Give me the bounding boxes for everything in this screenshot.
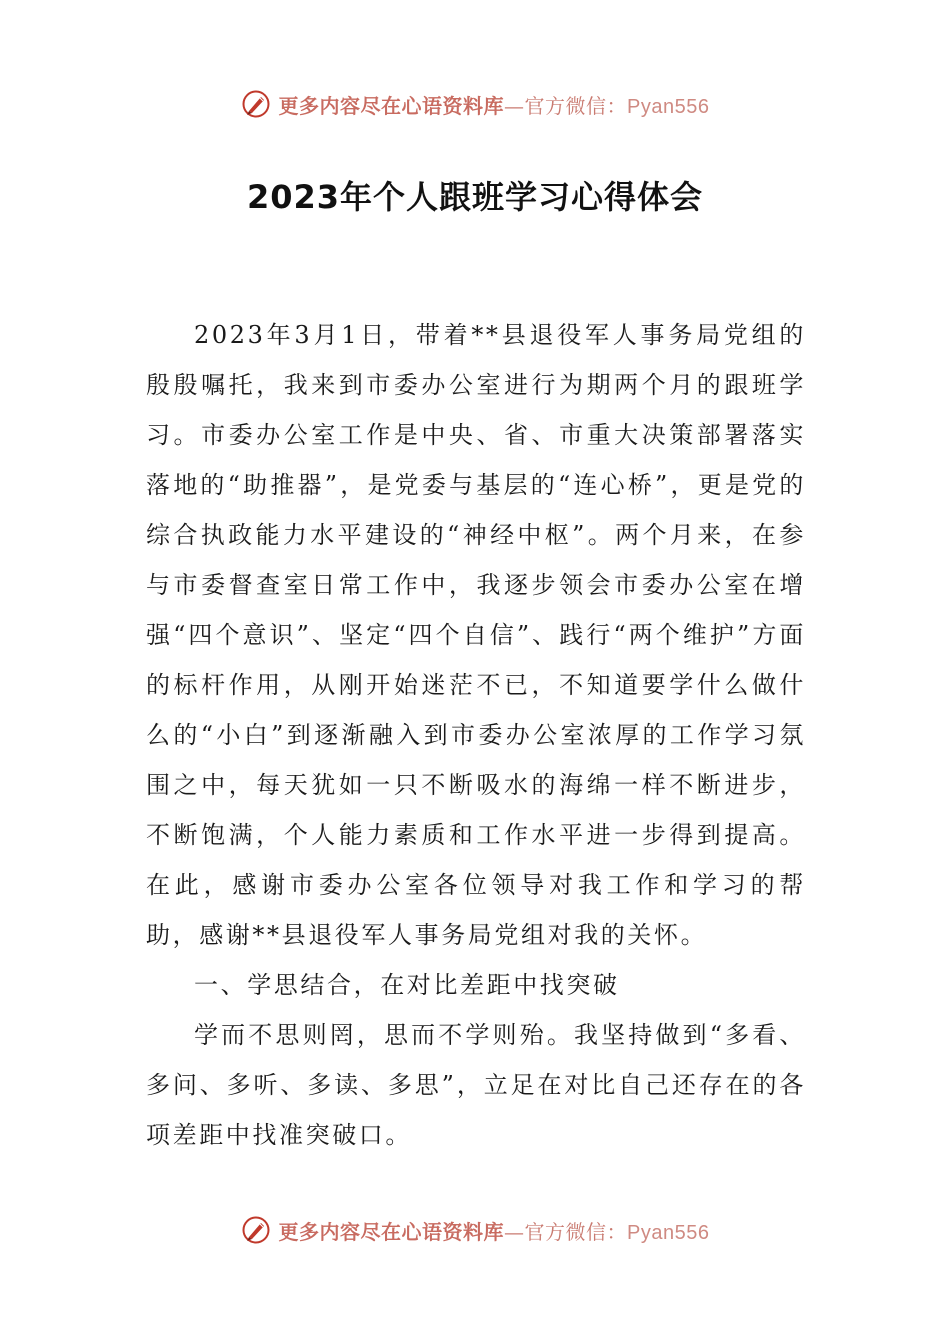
banner-text [279,90,710,119]
banner-separator: — [504,93,525,118]
footer-banner [0,1212,950,1248]
section-heading-1: 一、学思结合，在对比差距中找突破 [194,971,620,999]
document-title: 2023年个人跟班学习心得体会 [246,178,704,216]
pen-logo-icon [241,1215,271,1245]
document-body [146,310,806,1160]
header-banner [0,86,950,122]
banner-wechat-label: 官方微信： [524,93,628,118]
banner-wechat-id: Pyan556 [627,95,710,118]
banner-brand: 更多内容尽在心语资料库 [278,93,505,118]
paragraph-intro: 2023年3月1日，带着**县退役军人事务局党组的殷殷嘱托，我来到市委办公室进行为期两个月的跟班学习。市委办公室工作是中央、省、市重大决策部署落实落地的“助推器”，是党委与基层的“连心桥”，更是党的综合执政能力水平建设的“神经中枢”。两个月来，在参与市委督查室日常工作中，我逐步领会市委办公室在增强“四个意识”、坚定“四个自信”、践行“两个维护”方面的标杆作用，从刚开始迷茫不已，不知道要学什么做什么的“小白”到逐渐融入到市委办公室浓厚的工作学习氛围之中，每天犹如一只不断吸水的海绵一样不断进步，不断饱满，个人能力素质和工作水平进一步得到提高。在此，感谢市委办公室各位领导对我工作和学习的帮助，感谢**县退役军人事务局党组对我的关怀。 [146,321,806,949]
banner-separator: — [504,1219,525,1244]
banner-brand: 更多内容尽在心语资料库 [278,1219,505,1244]
banner-text [279,1216,710,1245]
banner-wechat-label: 官方微信： [524,1219,628,1244]
paragraph-section-1: 学而不思则罔，思而不学则殆。我坚持做到“多看、多问、多听、多读、多思”，立足在对比自己还存在的各项差距中找准突破口。 [146,1021,806,1149]
pen-logo-icon [241,89,271,119]
banner-wechat-id: Pyan556 [627,1221,710,1244]
